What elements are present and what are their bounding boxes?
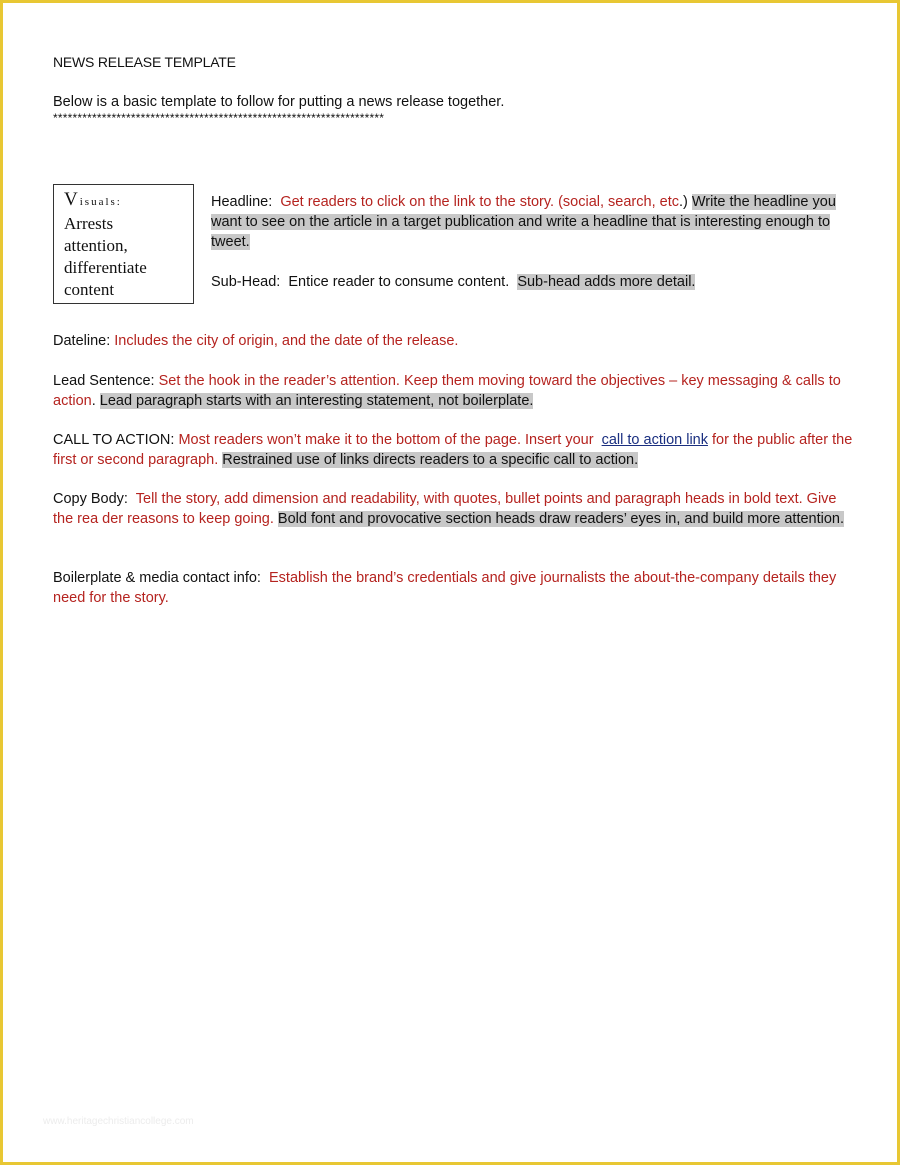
asterisk-divider: ********************************************************************	[53, 111, 385, 125]
dateline-label: Dateline:	[53, 333, 111, 349]
visuals-line: content	[64, 280, 115, 299]
copy-body-note: Bold font and provocative section heads draw readers’ eyes in, and build more attention.	[277, 511, 845, 527]
dateline-guidance: Includes the city of origin, and the date of the release.	[114, 333, 459, 349]
dateline-section	[53, 331, 853, 351]
copy-body-guidance: Tell the story, add dimension and readability, with quotes, bullet points and paragraph heads in bold text. Give the rea der reasons to keep going.	[53, 491, 837, 527]
lead-note: Lead paragraph starts with an interesting statement, not boilerplate.	[99, 393, 534, 409]
visuals-label	[64, 189, 183, 213]
subhead-section	[211, 272, 847, 292]
cta-label: CALL TO ACTION:	[53, 432, 175, 448]
subhead-guidance: Entice reader to consume content.	[288, 274, 510, 290]
watermark: www.heritagechristiancollege.com	[43, 1116, 194, 1127]
visuals-line: attention,	[64, 236, 128, 255]
headline-guidance: Get readers to click on the link to the story. (social, search, etc	[280, 194, 679, 210]
intro-text: Below is a basic template to follow for putting a news release together.	[53, 94, 505, 110]
boilerplate-label: Boilerplate & media contact info:	[53, 570, 261, 586]
cta-guidance-1: Most readers won’t make it to the bottom of the page. Insert your	[178, 432, 594, 448]
lead-label: Lead Sentence:	[53, 373, 155, 389]
boilerplate-guidance: Establish the brand’s credentials and give journalists the about-the-company details they need for the story.	[53, 570, 837, 606]
headline-note: Write the headline you want to see on the article in a target publication and write a headline that is interesting enough to tweet.	[211, 194, 836, 250]
headline-section	[211, 192, 847, 252]
cta-guidance-2: for the public after the first or second paragraph.	[53, 432, 853, 468]
visuals-line: differentiate	[64, 258, 147, 277]
lead-sentence-section	[53, 371, 853, 411]
visuals-box	[53, 184, 194, 304]
subhead-note: Sub-head adds more detail.	[517, 274, 696, 290]
headline-label: Headline:	[211, 194, 273, 210]
visuals-description	[64, 213, 183, 301]
visuals-label-initial: V	[64, 189, 80, 210]
boilerplate-section	[53, 568, 853, 608]
copy-body-label: Copy Body:	[53, 491, 128, 507]
visuals-line: Arrests	[64, 214, 114, 233]
visuals-label-rest: isuals:	[79, 196, 122, 208]
cta-note: Restrained use of links directs readers to a specific call to action.	[222, 452, 639, 468]
lead-period: .	[91, 393, 96, 409]
call-to-action-section	[53, 430, 853, 470]
headline-close: .)	[678, 194, 688, 210]
document-title: NEWS RELEASE TEMPLATE	[53, 54, 236, 70]
subhead-label: Sub-Head:	[211, 274, 281, 290]
lead-guidance: Set the hook in the reader’s attention. Keep them moving toward the objectives – key messaging & calls to action	[53, 373, 841, 409]
call-to-action-link[interactable]: call to action link	[601, 432, 708, 448]
copy-body-section	[53, 489, 853, 529]
